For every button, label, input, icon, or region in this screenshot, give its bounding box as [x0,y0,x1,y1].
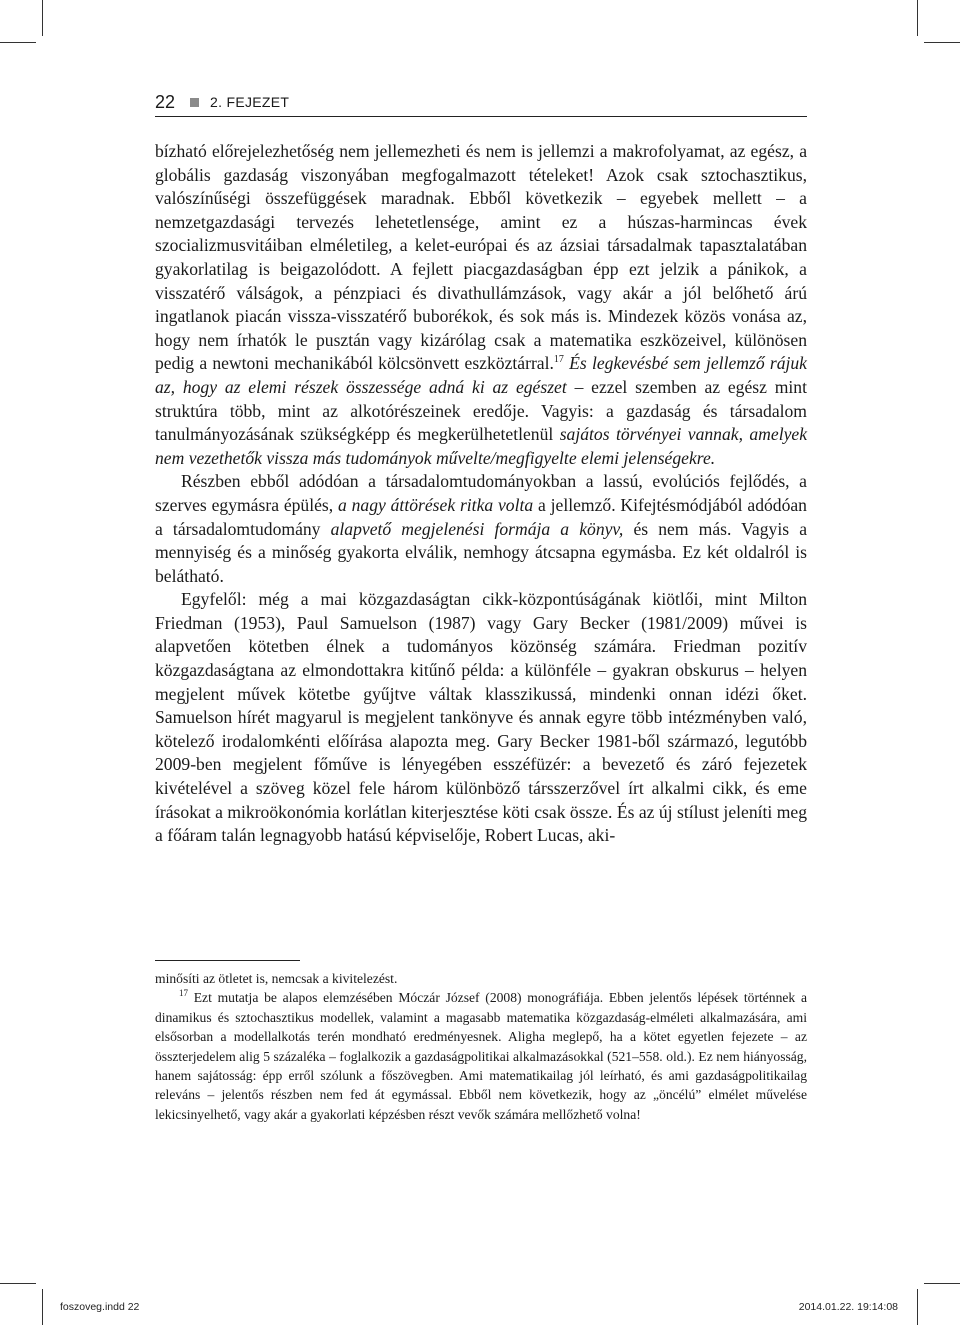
crop-mark [42,0,43,36]
crop-mark [917,0,918,36]
emphasis-text: alapvető megjelenési formája a könyv, [330,518,624,539]
paragraph-1 [155,140,807,470]
crop-mark [42,1289,43,1325]
paragraph-3 [155,588,807,848]
body-text [155,140,807,848]
footnote-ref: 17 [553,354,564,366]
square-bullet-icon [190,98,199,107]
crop-mark [924,1283,960,1284]
paragraph-2 [155,470,807,588]
emphasis-text: És legkevésbé sem jellemző rájuk az, hogy az elemi részek összessége adná ki az egészet [155,353,807,397]
emphasis-text: sajátos törvényei vannak, amelyek nem vezethetők vissza más tudományok művelte/megfigyelte elemi jelenségekre. [155,424,808,468]
footnote-17-number: 17 [179,988,188,999]
footnote-rule [155,960,300,961]
text-run: és nem más. Vagyis a mennyiség és a minőség gyakorta elválik, nemhogy átcsapna egymásba. Ez két oldalról is belátható. [155,518,807,586]
footnote-17-text: Ezt mutatja be alapos elemzésében Móczár József (2008) monográfiája. Ebben jelentős lépések történnek a dinamikus és sztochasztikus modellek, valamint a magasabb matematika közgazdaság-elméleti alkalmazására, ami elsősorban a modellalkotás terén mondható eredményesnek. Aligha meglepő, ha a kötet egyetlen fejezete – az összterjedelem alig 5 százaléka – foglalkozik a gazdaságpolitikai alkalmazásokkal (521–558. old.). Ez nem hiányosság, hanem sajátosság: épp erről szólunk a főszövegben. Ami matematikailag jól leírható, és ami gazdaságpolitikailag releváns – jelentős részben nem fed át egymással. Ebből nem következik, hogy az „öncélú” elmélet művelése lekicsinyelhető, vagy akár a gyakorlati képzésben részt vevők számára mellőzhető volna! [155,990,807,1122]
text-run: Egyfelől: még a mai közgazdaságtan cikk-központúságának kiötlői, mint Milton Friedman (1953), Paul Samuelson (1987) vagy Gary Becker (1981/2009) művei is alapvetően kötetben élnek a tudományos közönség számára. Friedman pozitív közgazdaságtana az elmondottakra kitűnő példa: a különféle – gyakran obskurus – helyen megjelent művek kötetbe gyűjtve váltak klasszikussá, mindenki onnan idézi őket. Samuelson hírét magyarul is megjelent tankönyve és annak egyre több intézményben való, kötelező irodalomkénti előírása alapozta meg. Gary Becker 1981-ből származó, legutóbb 2009-ben megjelent főműve is lényegében esszéfüzér: a bevezető és záró fejezetek kivételével a szöveg közel fele három különböző társszerzővel írt alkalmi cikk, és eme írásokat a mikroökonómia korlátlan kiterjesztése köti csak össze. És az új stílust jeleníti meg a főáram talán legnagyobb hatású képviselője, Robert Lucas, aki- [155,589,807,846]
text-run: bízható előrejelezhetőség nem jellemezheti és nem is jellemzi a makrofolyamat, az egész, a globális gazdaság viszonyában megfogalmazott tételeket! Azok csak sztochasztikus, valószínűségi összefüggések maradnak. Ebből következik – egyebek mellett – a nemzetgazdasági tervezés lehetetlensége, amint ez a húszas-harmincas évek szocializmusvitáiban elméletileg, a kelet-európai és az ázsiai társadalmak tapasztalatában gyakorlatilag is beigazolódott. A fejlett piacgazdaságban épp ezt jelzik a pánikok, a visszatérő válságok, a pénzpiaci és divathullámzások, vagy akár a jól belőhető árú ingatlanok piacán vissza-visszatérő buborékok, és sok más is. Mindezek közös vonása az, hogy nem írhatók le pusztán vagy kizárólag csak a matematika eszközeivel, különösen pedig a newtoni mechanikából kölcsönvett eszköztárral. [155,141,807,374]
chapter-title: 2. FEJEZET [210,94,290,110]
crop-mark [0,1283,36,1284]
footnotes [155,969,807,1124]
crop-mark [924,42,960,43]
page-number: 22 [155,92,176,112]
text-run: – ezzel szemben az egész mint struktúra több, mint az alkotórészeinek eredője. Vagyis: a gazdaság és társadalom tanulmányozásának szükségképp és megkerülhetetlenül [155,376,807,445]
footnote-continuation: minősíti az ötletet is, nemcsak a kivitelezést. [155,971,398,986]
crop-mark [917,1289,918,1325]
slug-timestamp: 2014.01.22. 19:14:08 [798,1301,898,1313]
running-head [155,92,807,117]
text-run: a jellemző. Kifejtésmódjából adódóan a társadalomtudomány [155,494,807,539]
emphasis-text: a nagy áttörések ritka volta [338,494,534,515]
crop-mark [0,42,36,43]
slug-filename: foszoveg.indd 22 [60,1301,140,1313]
footnote-17 [155,988,807,1124]
text-run: Részben ebből adódóan a társadalomtudományokban a lassú, evolúciós fejlődés, a szerves egymásra épülés, [155,471,807,515]
